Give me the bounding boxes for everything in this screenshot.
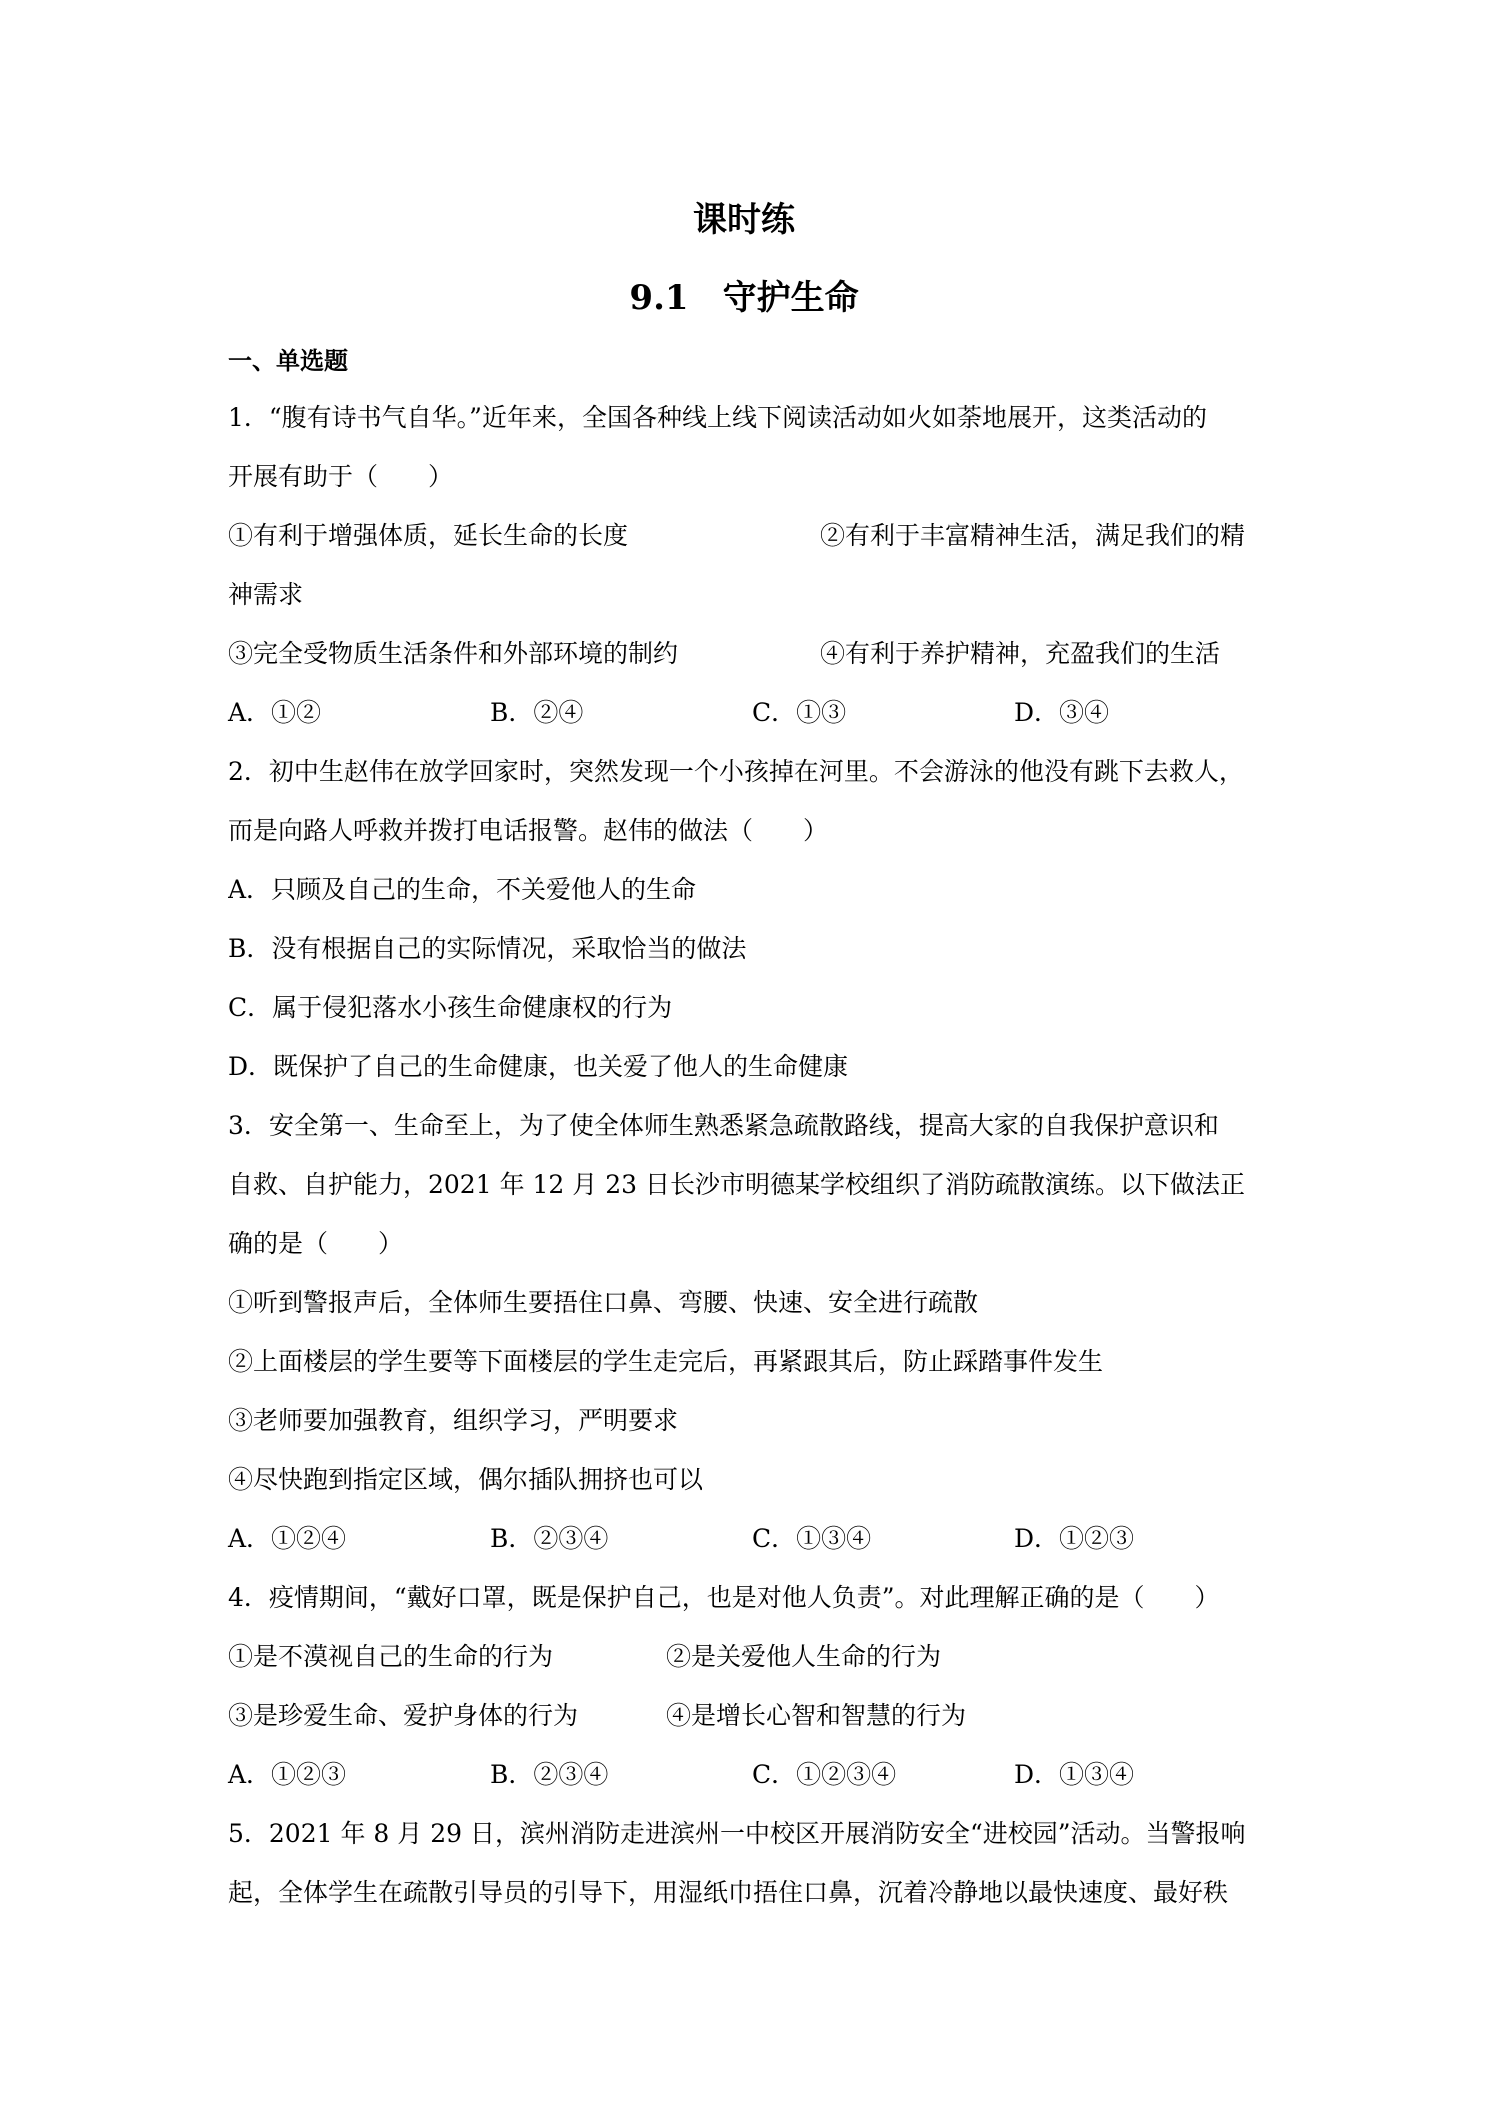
choice-a: A．只顾及自己的生命，不关爱他人的生命 — [228, 875, 697, 904]
answer-choices — [228, 1745, 1272, 1804]
question-stem: 确的是（ ） — [228, 1229, 404, 1258]
choice-a: A．①② — [228, 698, 322, 727]
question-stem: 起，全体学生在疏散引导员的引导下，用湿纸巾捂住口鼻，沉着冷静地以最快速度、最好秩 — [228, 1878, 1229, 1907]
question-list — [228, 388, 1272, 1922]
statement-4: ④尽快跑到指定区域，偶尔插队拥挤也可以 — [228, 1465, 704, 1494]
choice-b: B．②④ — [490, 698, 584, 727]
answer-choices — [228, 1509, 1272, 1568]
statement-4: ④有利于养护精神，充盈我们的生活 — [820, 639, 1221, 668]
question-stem: 5．2021 年 8 月 29 日，滨州消防走进滨州一中校区开展消防安全“进校园”活动。当警报响 — [228, 1819, 1246, 1848]
choice-b: B．没有根据自己的实际情况，采取恰当的做法 — [228, 934, 747, 963]
statement-1: ①有利于增强体质，延长生命的长度 — [228, 521, 629, 550]
question-stem: 自救、自护能力，2021 年 12 月 23 日长沙市明德某学校组织了消防疏散演练。以下做法正 — [228, 1170, 1245, 1199]
statement-3: ③完全受物质生活条件和外部环境的制约 — [228, 639, 679, 668]
choice-c: C．①③ — [752, 698, 847, 727]
choice-d: D．①③④ — [1014, 1760, 1135, 1789]
choice-c: C．属于侵犯落水小孩生命健康权的行为 — [228, 993, 673, 1022]
question-stem: 而是向路人呼救并拨打电话报警。赵伟的做法（ ） — [228, 816, 829, 845]
statement-row — [228, 1686, 1272, 1745]
statement-4: ④是增长心智和智慧的行为 — [666, 1701, 967, 1730]
statement-2: ②有利于丰富精神生活，满足我们的精 — [820, 521, 1246, 550]
page-title: 课时练 — [693, 200, 795, 240]
statement-2: ②上面楼层的学生要等下面楼层的学生走完后，再紧跟其后，防止踩踏事件发生 — [228, 1347, 1104, 1376]
choice-c: C．①③④ — [752, 1524, 872, 1553]
statement-3: ③老师要加强教育，组织学习，严明要求 — [228, 1406, 679, 1435]
question-stem: 开展有助于（ ） — [228, 462, 454, 491]
choice-a: A．①②③ — [228, 1760, 347, 1789]
question-4 — [228, 1568, 1272, 1804]
statement-row — [228, 506, 1272, 565]
choice-c: C．①②③④ — [752, 1760, 897, 1789]
question-5 — [228, 1804, 1272, 1922]
statement-row — [228, 624, 1272, 683]
question-2 — [228, 742, 1272, 1096]
choice-d: D．①②③ — [1014, 1524, 1135, 1553]
statement-2-continued: 神需求 — [228, 580, 304, 609]
statement-1: ①听到警报声后，全体师生要捂住口鼻、弯腰、快速、安全进行疏散 — [228, 1288, 979, 1317]
statement-3: ③是珍爱生命、爱护身体的行为 — [228, 1701, 579, 1730]
choice-b: B．②③④ — [490, 1760, 609, 1789]
choice-a: A．①②④ — [228, 1524, 347, 1553]
section-heading: 一、单选题 — [228, 346, 348, 375]
choice-b: B．②③④ — [490, 1524, 609, 1553]
question-stem: 3．安全第一、生命至上，为了使全体师生熟悉紧急疏散路线，提高大家的自我保护意识和 — [228, 1111, 1219, 1140]
statement-1: ①是不漠视自己的生命的行为 — [228, 1642, 554, 1671]
choice-d: D．③④ — [1014, 698, 1110, 727]
answer-choices — [228, 683, 1272, 742]
question-1 — [228, 388, 1272, 742]
statement-2: ②是关爱他人生命的行为 — [666, 1642, 942, 1671]
choice-d: D．既保护了自己的生命健康，也关爱了他人的生命健康 — [228, 1052, 849, 1081]
question-stem: 4．疫情期间，“戴好口罩，既是保护自己，也是对他人负责”。对此理解正确的是（ ） — [228, 1583, 1220, 1612]
question-3 — [228, 1096, 1272, 1568]
question-stem: 1．“腹有诗书气自华。”近年来，全国各种线上线下阅读活动如火如荼地展开，这类活动的 — [228, 403, 1207, 432]
question-stem: 2．初中生赵伟在放学回家时，突然发现一个小孩掉在河里。不会游泳的他没有跳下去救人， — [228, 757, 1244, 786]
statement-row — [228, 1627, 1272, 1686]
lesson-subtitle: 9.1 守护生命 — [629, 278, 859, 318]
